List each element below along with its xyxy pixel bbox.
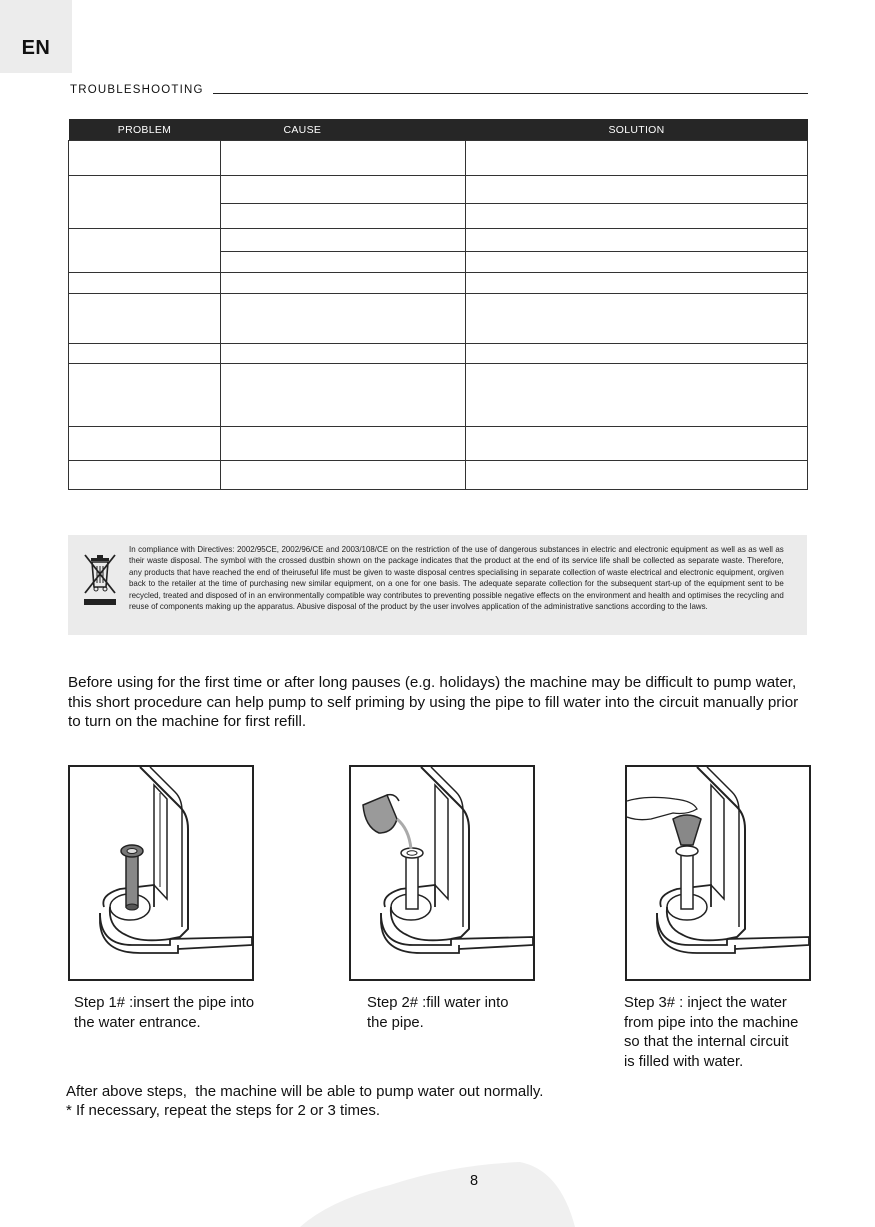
crossed-dustbin-icon — [82, 549, 118, 609]
section-divider — [213, 93, 808, 94]
table-row — [69, 427, 808, 461]
priming-outro — [66, 1082, 543, 1120]
step-2-illustration — [349, 765, 535, 981]
weee-notice — [68, 535, 807, 635]
language-label: EN — [21, 37, 51, 59]
page-number: 8 — [470, 1173, 479, 1189]
step-3-caption: Step 3# : inject the water from pipe into the machine so that the internal circuit is filled with water. — [624, 995, 799, 1070]
outro-line-2: * If necessary, repeat the steps for 2 or 3 times. — [66, 1102, 381, 1119]
header-cause: CAUSE — [221, 119, 466, 141]
step-1-caption: Step 1# :insert the pipe into the water entrance. — [74, 995, 255, 1031]
priming-intro: Before using for the first time or after long pauses (e.g. holidays) the machine may be difficult to pump water, this short procedure can help pump to self priming by using the pipe to fill water into the circuit manually prior to turn on the machine for first refill. — [68, 674, 799, 731]
step-3-illustration — [625, 765, 811, 981]
table-row — [69, 364, 808, 427]
outro-line-1: After above steps, the machine will be able to pump water out normally. — [66, 1083, 544, 1100]
table-header-row — [69, 119, 808, 141]
language-tab — [0, 0, 72, 73]
header-solution: SOLUTION — [466, 119, 808, 141]
table-row — [69, 273, 808, 294]
table-row — [69, 294, 808, 344]
header-problem: PROBLEM — [69, 119, 221, 141]
table-row — [69, 176, 808, 204]
step-2-caption: Step 2# :fill water into the pipe. — [367, 995, 509, 1031]
page-footer-decoration — [0, 1140, 875, 1227]
weee-notice-text: In compliance with Directives: 2002/95CE, 2002/96/CE and 2003/108/CE on the restriction of the use of dangerous substances in electric and electronic equipment as well as as well as their waste disposal. The symbol with the crossed dustbin shown on the package indicates that the product at the end of its service life shall be collected as separate waste. Therefore, any products that have reached the end of theiruseful life must be given to waste disposal centres specialising in separate collection of waste electrical and electronic equipment, orgiven back to the retailer at the time of purchasing new similar equipment, on a one for one basis. The adequate separate collection for the subsequent start-up of the equipment sent to be recycled, treated and disposed of in an environmentally compatible way contributes to preventing possible negative effects on the environment and health and optimises the recycling and reuse of components making up the apparatus. Abusive disposal of the product by the user involves application of the administrative sanctions according to the laws. — [129, 545, 784, 612]
table-row — [69, 229, 808, 252]
table-row — [69, 344, 808, 364]
step-1-illustration — [68, 765, 254, 981]
table-row — [69, 461, 808, 490]
section-title: TROUBLESHOOTING — [70, 84, 204, 96]
table-row — [69, 141, 808, 176]
troubleshooting-table — [68, 119, 807, 490]
